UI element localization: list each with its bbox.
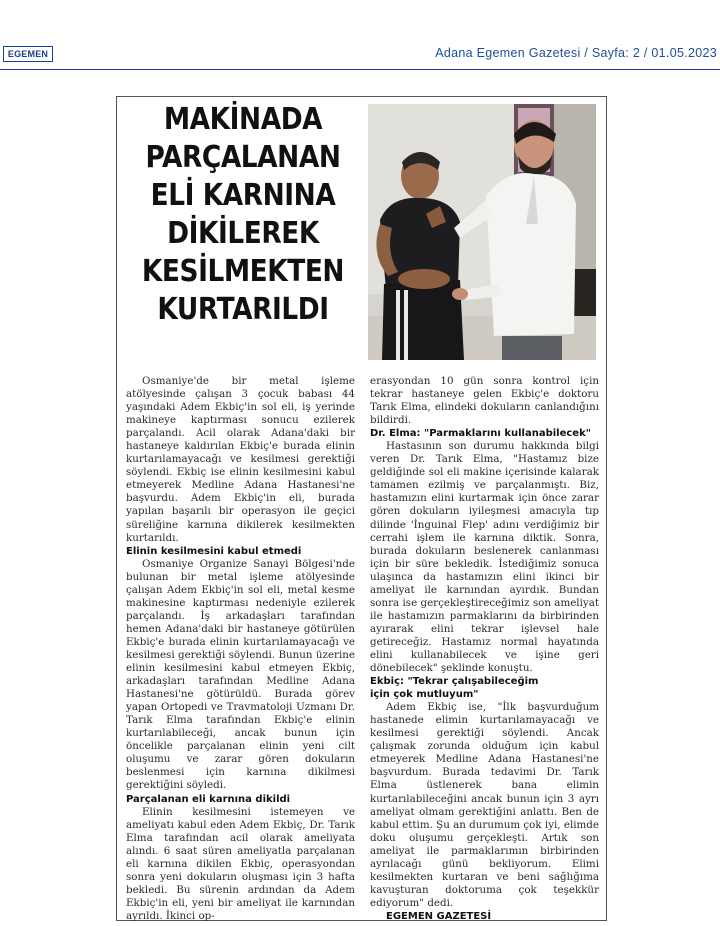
newspaper-logo bbox=[3, 46, 53, 62]
section-heading: Dr. Elma: "Parmaklarını kullanabilecek" bbox=[370, 428, 591, 440]
article-paragraph: Adem Ekbiç ise, "İlk başvurduğum hastanede elimin kurtarılamayacağı ve kesilmesi gerektiği söylendi. Ancak çalışmak zorunda olduğum için kabul etmeyerek Medline Adana Hastanesi'ne başvurdum. Burada tedavimi Dr. Tarık Elma üstlenerek bana elimin kurtarılabileceğini ancak bunun için 3 ayrı ameliyat olmam gerektiğini anlattı. Ben de kabul ettim. Şu an durumum çok iyi, elimde doku oluşumu gerçekleşti. Artık son ameliyat ile parmaklarımın birbirinden ayrılacağı günü bekliyorum. Elimi kesilmekten kurtaran ve beni sağlığıma kavuşturan doktoruma çok teşekkür ediyorum" dedi. bbox=[370, 701, 599, 909]
headline-line: MAKİNADA bbox=[163, 102, 323, 137]
doctor-patient-photo bbox=[368, 104, 596, 360]
headline-line: DİKİLEREK bbox=[167, 216, 319, 251]
article-column-2 bbox=[370, 375, 599, 923]
article-paragraph: Osmaniye'de bir metal işleme atölyesinde çalışan 3 çocuk babası 44 yaşındaki Adem Ekbiç'in sol eli, iş yerinde makineye kaptırması sonucu ezilerek parçalandı. Acil olarak Adana'daki bir hastaneye kaldırılan Ekbiç'e burada elinin kurtarılamayacağı ve kesilmesi gerektiği söylendi. Ekbiç ise elinin kesilmesini kabul etmeyerek Medline Adana Hastanesi'ne başvurdu. Adem Ekbiç'in eli, burada yapılan başarılı bir operasyon ile geçici süreliğine karnına dikilerek kesilmekten kurtarıldı. bbox=[126, 375, 355, 544]
headline-line: KESİLMEKTEN bbox=[141, 254, 345, 289]
article-signature: EGEMEN GAZETESİ bbox=[386, 910, 492, 922]
section-heading: Elinin kesilmesini kabul etmedi bbox=[126, 545, 302, 557]
article-paragraph: Elinin kesilmesini istemeyen ve ameliyatı kabul eden Adem Ekbiç, Dr. Tarık Elma tarafından acil olarak ameliyata alındı. 6 saat süren ameliyatla parçalanan eli karnına dikilen Ekbiç, operasyondan sonra yeni dokuların oluşması için 3 hafta bekledi. Bu sürenin ardından da Adem Ekbiç'in eli, yeni bir ameliyat ile karnından ayrıldı. İkinci op- bbox=[126, 805, 355, 922]
headline-line: KURTARILDI bbox=[157, 292, 329, 327]
article-paragraph: Hastasının son durumu hakkında bilgi veren Dr. Tarık Elma, "Hastamız bize geldiğinde sol eli makine içerisinde kalarak tamamen ezilmiş ve parçalanmıştı. Biz, hastamızın elini kurtarmak için önce zarar gören dokuların iyileşmesi amacıyla tıp dilinde 'İnguinal Flep' adını verdiğimiz bir cerrahi işlem ile karnına diktik. Sonra, burada dokuların beslenerek canlanması için bir süre bekledik. İstediğimiz sonuca ulaşınca da hastamızın elini ikinci bir ameliyat ile karnından ayırdık. Bundan sonra ise gerçekleştireceğimiz son ameliyat ile hastamızın parmaklarını da birbirinden ayırarak elini tekrar işlevsel hale getireceğiz. Hastamız normal hayatında elini kullanabilecek ve işine geri dönebilecek" şeklinde konuştu. bbox=[370, 440, 599, 675]
headline-line: PARÇALANAN bbox=[145, 140, 341, 175]
article-paragraph: Osmaniye Organize Sanayi Bölgesi'nde bulunan bir metal işleme atölyesinde çalışan Adem Ekbiç'in sol eli, metal kesme makinesine kaptırması nedeniyle ezilerek parçalandı. İş arkadaşları tarafından hemen Adana'daki bir hastaneye götürülen Ekbiç'e burada elinin kurtarılamayacağı ve kesilmesi gerektiği söylendi. Bunun üzerine elinin kesilmesini kabul etmeyen Ekbiç, arkadaşları tarafından Medline Adana Hastanesi'ne götürüldü. Burada görev yapan Ortopedi ve Travmatoloji Uzmanı Dr. Tarık Elma tarafından Ekbiç'e elinin kurtarılabileceği, ancak bunun için öncelikle parçalanan elinin yeni cilt oluşumu ve zarar gören dokuların beslenmesi için karnına dikilmesi gerektiğini söyledi. bbox=[126, 557, 355, 792]
section-heading: Parçalanan eli karnına dikildi bbox=[126, 793, 291, 805]
article-photo bbox=[368, 104, 596, 360]
section-heading: Ekbiç: "Tekrar çalışabileceğim bbox=[370, 676, 539, 688]
headline-line: ELİ KARNINA bbox=[150, 178, 336, 213]
logo-text: EGEMEN bbox=[7, 49, 49, 59]
article-paragraph: erasyondan 10 gün sonra kontrol için tekrar hastaneye gelen Ekbiç'e doktoru Tarık Elma, elindeki dokuların canlandığını bildirdi. bbox=[370, 375, 599, 427]
article-column-1 bbox=[126, 375, 355, 923]
header-rule bbox=[0, 69, 720, 70]
page-header bbox=[0, 0, 720, 70]
section-heading: için çok mutluyum" bbox=[370, 689, 479, 701]
page-info: Adana Egemen Gazetesi / Sayfa: 2 / 01.05.2023 bbox=[435, 46, 717, 60]
article-clipping bbox=[116, 96, 607, 921]
article-headline bbox=[141, 101, 345, 329]
